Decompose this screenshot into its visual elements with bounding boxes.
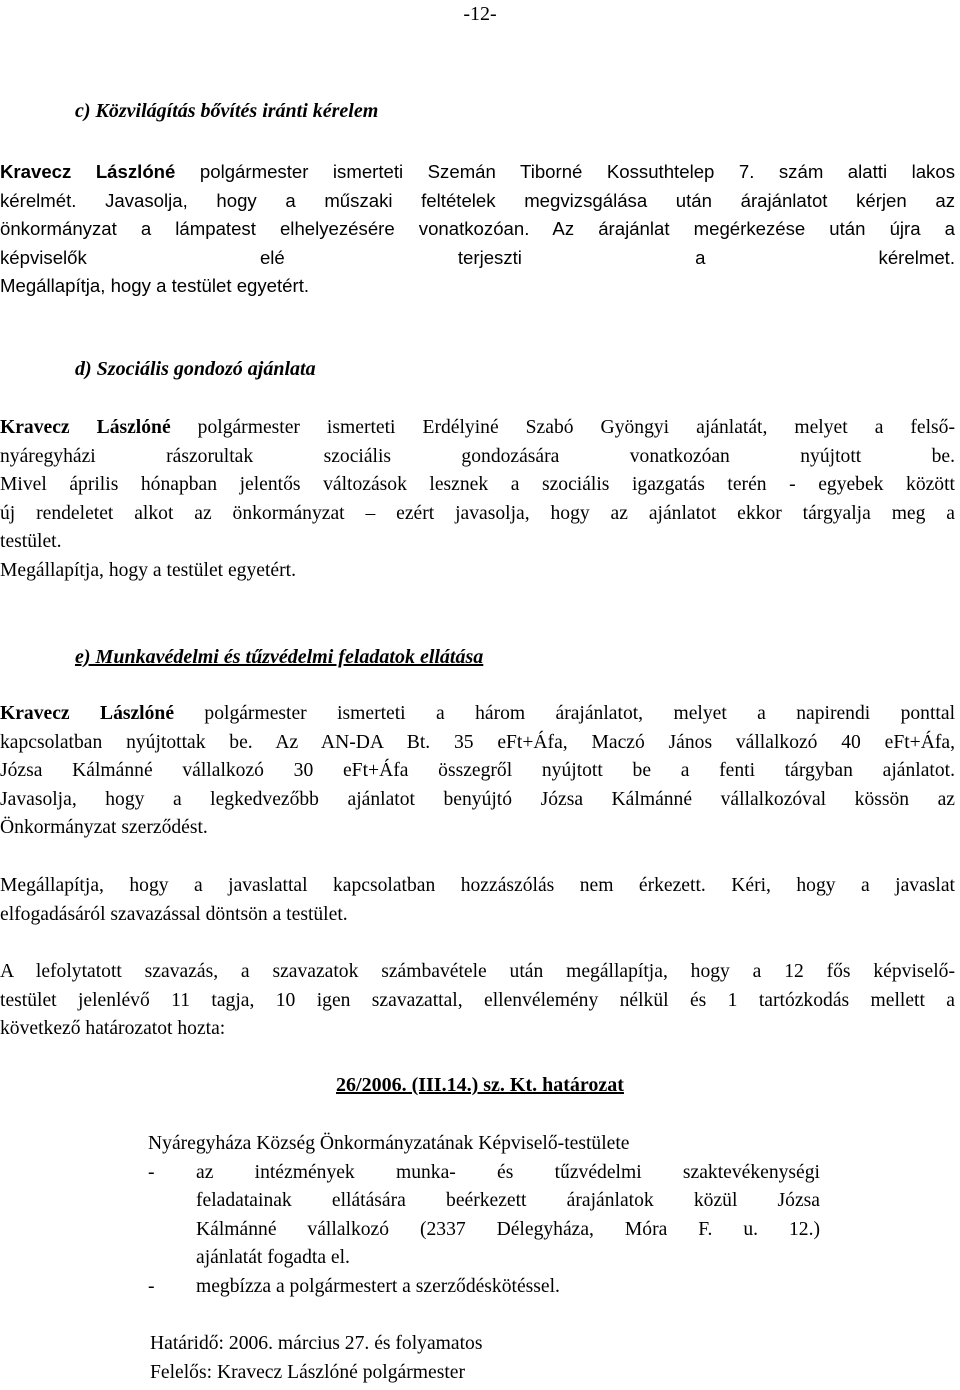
text-run: kapcsolatban nyújtottak be. Az AN-DA Bt. 35 eFt+Áfa, Maczó János vállalkozó 40 eFt+Áfa,: [0, 731, 955, 753]
deadline: Határidő: 2006. március 27. és folyamatos: [150, 1333, 483, 1354]
text-run: Megállapítja, hogy a javaslattal kapcsolatban hozzászólás nem érkezett. Kéri, hogy a javaslat: [0, 875, 955, 896]
text-line: [0, 757, 955, 786]
name-bold: Kravecz Lászlóné: [0, 161, 176, 182]
text-run: Mivel április hónapban jelentős változások lesznek a szociális igazgatás terén - egyebek között: [0, 474, 955, 496]
text-run: testület.: [0, 531, 62, 553]
text-run: Megállapítja, hogy a testület egyetért.: [0, 559, 296, 581]
resolution-body: [148, 1130, 820, 1302]
text-run: önkormányzat a lámpatest elhelyezésére vonatkozóan. Az árajánlat megérkezése után újra a: [0, 218, 955, 240]
text-run: Önkormányzat szerződést.: [0, 817, 208, 839]
resolution-item: [148, 1159, 820, 1273]
resolution-item-line: megbízza a polgármestert a szerződéskötéssel.: [196, 1275, 560, 1297]
text-line: [0, 215, 955, 244]
text-line: [0, 987, 955, 1016]
text-run: Józsa Kálmánné vállalkozó 30 eFt+Áfa összegről nyújtott be a fenti tárgyban ajánlatot.: [0, 760, 955, 782]
resolution-item: [148, 1273, 820, 1302]
text-line: [0, 187, 955, 216]
text-run: új rendeletet alkot az önkormányzat – ezért javasolja, hogy az ajánlatot ekkor tárgyalja meg a: [0, 502, 955, 524]
text-line: [0, 1015, 955, 1044]
resolution-title: 26/2006. (III.14.) sz. Kt. határozat: [336, 1074, 624, 1096]
section-e-paragraph-2: [0, 872, 955, 929]
text-line: [0, 528, 955, 557]
text-run: képviselők elé terjeszti a kérelmet.: [0, 246, 955, 268]
text-run: Javasolja, hogy a legkedvezőbb ajánlatot benyújtó Józsa Kálmánné vállalkozóval kössön az: [0, 788, 955, 810]
resolution-item-line: ajánlatát fogadta el.: [196, 1247, 350, 1269]
text-line: [0, 500, 955, 529]
resolution-item-line: Kálmánné vállalkozó (2337 Délegyháza, Móra F. u. 12.): [196, 1218, 820, 1240]
text-line: [0, 471, 955, 500]
section-d-heading: d) Szociális gondozó ajánlata: [75, 358, 316, 380]
name-bold: Kravecz Lászlóné: [0, 417, 171, 438]
name-bold: Kravecz Lászlóné: [0, 703, 175, 724]
text-line: [0, 958, 955, 987]
text-line: [0, 700, 955, 729]
responsible: Felelős: Kravecz Lászlóné polgármester: [150, 1362, 466, 1383]
text-run: kérelmét. Javasolja, hogy a műszaki feltételek megvizsgálása után árajánlatot kérjen az: [0, 189, 955, 211]
section-e-heading: e) Munkavédelmi és tűzvédelmi feladatok ellátása: [75, 646, 484, 668]
text-line: [0, 272, 955, 301]
text-run: polgármester ismerteti Szemán Tiborné Kossuthtelep 7. szám alatti lakos: [175, 161, 955, 182]
text-run: nyáregyházi rászorultak szociális gondozására vonatkozóan nyújtott be.: [0, 445, 955, 467]
text-run: testület jelenlévő 11 tagja, 10 igen szavazattal, ellenvélemény nélkül és 1 tartózkodás mellett a: [0, 989, 955, 1011]
text-line: [0, 414, 955, 443]
text-line: [0, 814, 955, 843]
list-dash: -: [148, 1161, 155, 1183]
section-d-paragraph: [0, 414, 955, 586]
section-e-paragraph-1: [0, 700, 955, 843]
text-line: [0, 786, 955, 815]
resolution-body-text: Nyáregyháza Község Önkormányzatának Képviselő-testülete: [148, 1133, 630, 1154]
text-run: elfogadásáról szavazással döntsön a testület.: [0, 903, 348, 925]
section-c-heading: c) Közvilágítás bővítés iránti kérelem: [75, 100, 379, 122]
text-line: [0, 557, 955, 586]
text-run: A lefolytatott szavazás, a szavazatok számbavétele után megállapítja, hogy a 12 fős képviselő-: [0, 961, 955, 982]
text-run: polgármester ismerteti a három árajánlatot, melyet a napirendi ponttal: [174, 703, 956, 724]
text-line: [0, 158, 955, 187]
text-run: polgármester ismerteti Erdélyiné Szabó Gyöngyi ajánlatát, melyet a felső-: [170, 417, 955, 438]
resolution-item-line: az intézmények munka- és tűzvédelmi szaktevékenységi: [196, 1161, 820, 1183]
page-number: -12-: [463, 3, 497, 25]
resolution-item-line: feladatainak ellátására beérkezett árajánlatok közül Józsa: [196, 1190, 820, 1212]
text-line: [0, 901, 955, 930]
text-line: [0, 872, 955, 901]
section-c-paragraph: [0, 158, 955, 301]
text-run: következő határozatot hozta:: [0, 1018, 226, 1040]
text-line: [0, 443, 955, 472]
text-line: [0, 244, 955, 273]
list-dash: -: [148, 1275, 155, 1297]
text-line: [0, 729, 955, 758]
text-run: Megállapítja, hogy a testület egyetért.: [0, 275, 310, 297]
section-e-paragraph-3: [0, 958, 955, 1044]
